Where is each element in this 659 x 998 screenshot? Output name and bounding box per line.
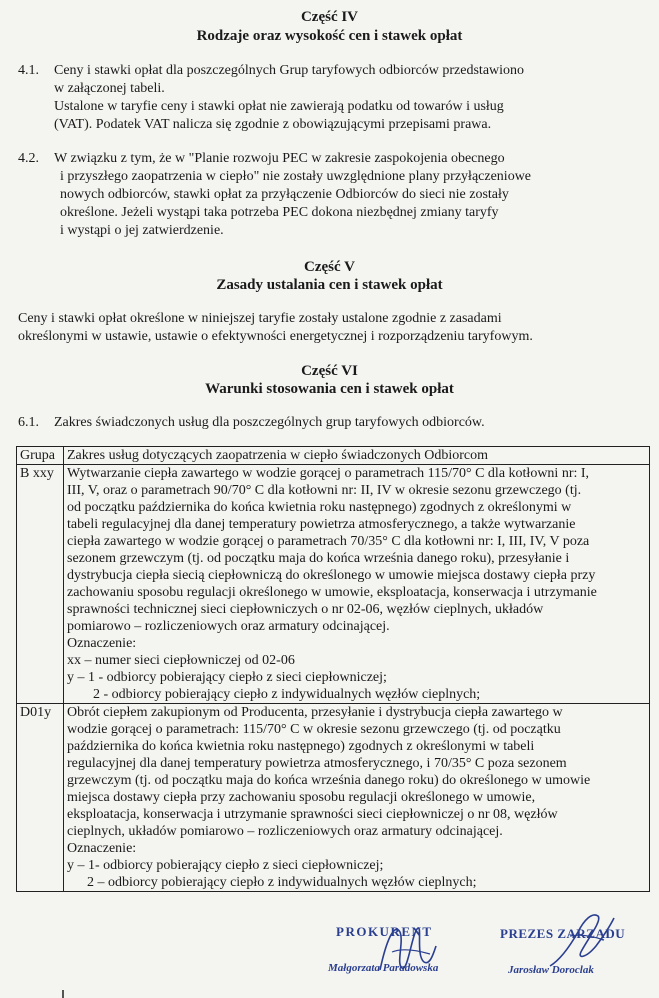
part5-line2: określonymi w ustawie, ustawie o efektywności energetycznej i rozporządzeniu taryfowym. — [18, 329, 533, 344]
scope-line: III, V, oraz o parametrach 90/70° C dla kotłowni nr: II, IV w okresie sezonu grzewczego (tj. — [67, 483, 582, 498]
part5-line1: Ceny i stawki opłat określone w niniejszej taryfie zostały ustalone zgodnie z zasadami — [18, 311, 502, 326]
para-4-2-line4: określone. Jeżeli wystąpi taka potrzeba PEC dokona niezbędnej zmiany taryfy — [60, 205, 499, 220]
group-code: B xxy — [17, 465, 64, 704]
legend-title: Oznaczenie: — [67, 636, 137, 651]
part4-title: Część IV — [300, 9, 359, 25]
para-4-1-line2: w załączonej tabeli. — [54, 81, 165, 96]
legend-item: 2 - odbiorcy pobierający ciepło z indywidualnych węzłów cieplnych; — [93, 687, 481, 702]
scope-description — [64, 704, 650, 892]
scope-line: miejsca dostawy ciepła przy zachowaniu sposobu regulacji określonego w umowie, — [67, 790, 536, 805]
table-row — [17, 465, 650, 704]
group-code: D01y — [17, 704, 64, 892]
scope-line: dystrybucja ciepła siecią ciepłowniczą do określonego w umowie miejsca dostawy ciepła przy — [67, 568, 596, 583]
scope-line: grzewczym (tj. od początku maja do końca września danego roku) do określonego w umowie — [67, 773, 591, 788]
scope-line: sezonem grzewczym (tj. od początku maja do końca września danego roku), przesyłanie i — [67, 551, 570, 566]
part6-subtitle: Warunki stosowania cen i stawek opłat — [205, 381, 454, 397]
para-4-2-line3: nowych odbiorców, stawki opłat za przyłączenie Odbiorców do sieci nie zostały — [60, 187, 509, 202]
scope-line: regulacyjnej dla danej temperatury powietrza atmosferycznego, i 70/35° C poza sezonem — [67, 756, 567, 771]
part5-subtitle: Zasady ustalania cen i stawek opłat — [216, 277, 443, 293]
scope-line: Wytwarzanie ciepła zawartego w wodzie gorącej o parametrach 115/70° C dla kotłowni nr: I, — [67, 466, 590, 481]
scope-line: zachowaniu sposobu regulacji określonego w umowie, eksploatacja, konserwacja i utrzymanie — [67, 585, 597, 600]
scope-line: Obrót ciepłem zakupionym od Producenta, przesyłanie i dystrybucja ciepła zawartego w — [67, 705, 563, 720]
stamp-name-right: Jarosław Doroclak — [508, 964, 594, 976]
para-6-1-number: 6.1. — [18, 415, 39, 430]
part4-subtitle: Rodzaje oraz wysokość cen i stawek opłat — [196, 28, 463, 44]
para-4-1-line1: Ceny i stawki opłat dla poszczególnych Grup taryfowych odbiorców przedstawiono — [54, 63, 525, 78]
scope-line: sprawności technicznej sieci ciepłowniczych o nr 02-06, węzłów cieplnych, układów — [67, 602, 544, 617]
scope-line: od początku października do końca kwietnia roku następnego) zgodnych z określonymi w — [67, 500, 572, 515]
legend-item: xx – numer sieci ciepłowniczej od 02-06 — [67, 653, 295, 668]
part6-title: Część VI — [301, 363, 358, 379]
para-4-2-line1: W związku z tym, że w "Planie rozwoju PEC w zakresie zaspokojenia obecnego — [54, 151, 505, 166]
scope-line: tabeli regulacyjnej dla danej temperatury powietrza atmosferycznego, a także wytwarzanie — [67, 517, 576, 532]
column-header-scope: Zakres usług dotyczących zaopatrzenia w ciepło świadczonych Odbiorcom — [64, 447, 650, 465]
part5-title: Część V — [304, 259, 355, 275]
handwritten-signature-right-icon — [540, 906, 620, 978]
table-header-row — [17, 447, 650, 465]
stamp-title-left: PROKURENT — [336, 924, 433, 939]
legend-item: y – 1 - odbiorcy pobierający ciepło z sieci ciepłowniczej; — [67, 670, 387, 685]
scope-line: eksploatacja, konserwacja i utrzymanie sprawności sieci ciepłowniczej o nr 08, węzłów — [67, 807, 558, 822]
scope-line: pomiarowo – rozliczeniowych oraz armatury odcinającej. — [67, 619, 390, 634]
column-header-group: Grupa — [17, 447, 64, 465]
para-4-2-number: 4.2. — [18, 151, 39, 166]
handwritten-signature-left-icon — [372, 912, 442, 982]
scope-line: października do końca kwietnia roku następnego) zgodnych z określonymi w tabeli — [67, 739, 535, 754]
tariff-scope-table — [16, 446, 650, 892]
para-4-1-number: 4.1. — [18, 63, 39, 78]
para-4-1-line3: Ustalone w taryfie ceny i stawki opłat nie zawierają podatku od towarów i usług — [54, 99, 504, 114]
stamp-name-left: Małgorzata Paradowska — [328, 962, 439, 974]
stamp-title-right: PREZES ZARZĄDU — [500, 926, 626, 941]
para-4-1-line4: (VAT). Podatek VAT nalicza się zgodnie z obowiązującymi przepisami prawa. — [54, 117, 492, 132]
table-row — [17, 704, 650, 892]
scope-line: ciepła zawartego w wodzie gorącej o parametrach 70/35° C dla kotłowni nr: I, III, IV, V poza — [67, 534, 590, 549]
scope-description — [64, 465, 650, 704]
scope-line: wodzie gorącej o parametrach: 115/70° C w okresie sezonu grzewczego (tj. od początku — [67, 722, 561, 737]
para-4-2-line2: i przyszłego zaopatrzenia w ciepło" nie zostały uwzględnione plany przyłączeniowe — [60, 169, 532, 184]
scope-line: cieplnych, układów pomiarowo – rozliczeniowych oraz armatury odcinającej. — [67, 824, 503, 839]
legend-title: Oznaczenie: — [67, 841, 137, 856]
page-edge-mark — [62, 990, 64, 998]
para-6-1-text: Zakres świadczonych usług dla poszczególnych grup taryfowych odbiorców. — [54, 415, 485, 430]
para-4-2-line5: i wystąpi o jej zatwierdzenie. — [60, 223, 224, 238]
legend-item: 2 – odbiorcy pobierający ciepło z indywidualnych węzłów cieplnych; — [87, 875, 477, 890]
legend-item: y – 1- odbiorcy pobierający ciepło z sieci ciepłowniczej; — [67, 858, 384, 873]
